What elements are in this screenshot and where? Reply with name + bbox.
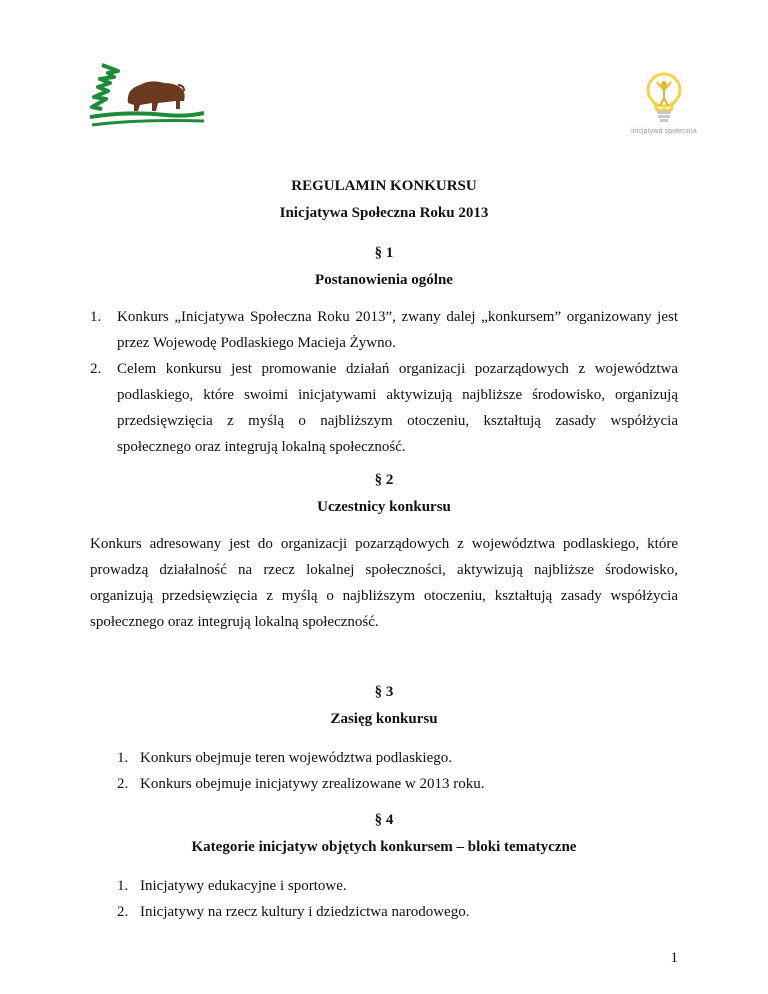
list-marker: 2. <box>90 361 102 377</box>
section-3-number: § 3 <box>374 684 394 700</box>
logo-caption: inicjatywa społeczna <box>631 128 697 135</box>
item-text: Inicjatywy na rzecz kultury i dziedzictwa narodowego. <box>140 904 470 920</box>
section-1-number: § 1 <box>374 245 394 261</box>
item-line: Konkurs „Inicjatywa Społeczna Roku 2013”, zwany dalej „konkursem” organizowany jest <box>117 309 678 325</box>
list-item <box>90 356 678 460</box>
list-marker: 1. <box>90 309 102 325</box>
list-marker: 1. <box>117 878 129 894</box>
inicjatywa-spoleczna-logo <box>618 70 710 146</box>
item-line: społecznego oraz integrują lokalną społeczność. <box>117 439 406 455</box>
list-item <box>117 745 677 771</box>
section-4-number: § 4 <box>374 812 394 828</box>
section-2-heading: Uczestnicy konkursu <box>317 499 451 515</box>
item-text: Konkurs obejmuje inicjatywy zrealizowane w 2013 roku. <box>140 776 485 792</box>
item-line: Celem konkursu jest promowanie działań organizacji pozarządowych z województwa <box>117 361 678 377</box>
list-item <box>117 873 677 899</box>
paragraph-line: prowadzą działalność na rzecz lokalnej społeczności, aktywizują najbliższe środowisko, <box>90 562 678 578</box>
list-item <box>117 899 677 925</box>
bison-forest-logo <box>88 63 206 129</box>
item-text: Konkurs obejmuje teren województwa podlaskiego. <box>140 750 453 766</box>
section-2-paragraph <box>90 531 678 635</box>
page-number: 1 <box>670 950 678 966</box>
list-marker: 1. <box>117 750 129 766</box>
list-item <box>117 771 677 797</box>
item-line: przez Wojewodę Podlaskiego Macieja Żywno. <box>117 335 396 351</box>
item-text: Inicjatywy edukacyjne i sportowe. <box>140 878 347 894</box>
item-line: przedsięwzięcia z myślą o najbliższym otoczeniu, kształtują zasady współżycia <box>117 413 678 429</box>
paragraph-line: organizują przedsięwzięcia z myślą o najbliższym otoczeniu, kształtują zasady współżycia <box>90 588 678 604</box>
list-item <box>90 304 678 356</box>
section-4-heading: Kategorie inicjatyw objętych konkursem – bloki tematyczne <box>191 839 577 855</box>
document-subtitle: Inicjatywa Społeczna Roku 2013 <box>279 205 489 221</box>
section-1-heading: Postanowienia ogólne <box>315 272 453 288</box>
item-line: podlaskiego, które swoimi inicjatywami aktywizują najbliższe środowisko, organizują <box>117 387 678 403</box>
section-2-number: § 2 <box>374 472 394 488</box>
paragraph-line: społecznego oraz integrują lokalną społeczność. <box>90 614 379 630</box>
paragraph-line: Konkurs adresowany jest do organizacji pozarządowych z województwa podlaskiego, które <box>90 536 678 552</box>
section-3-heading: Zasięg konkursu <box>330 711 438 727</box>
lightbulb-icon <box>641 70 687 128</box>
list-marker: 2. <box>117 904 129 920</box>
document-title: REGULAMIN KONKURSU <box>291 178 477 194</box>
list-marker: 2. <box>117 776 129 792</box>
